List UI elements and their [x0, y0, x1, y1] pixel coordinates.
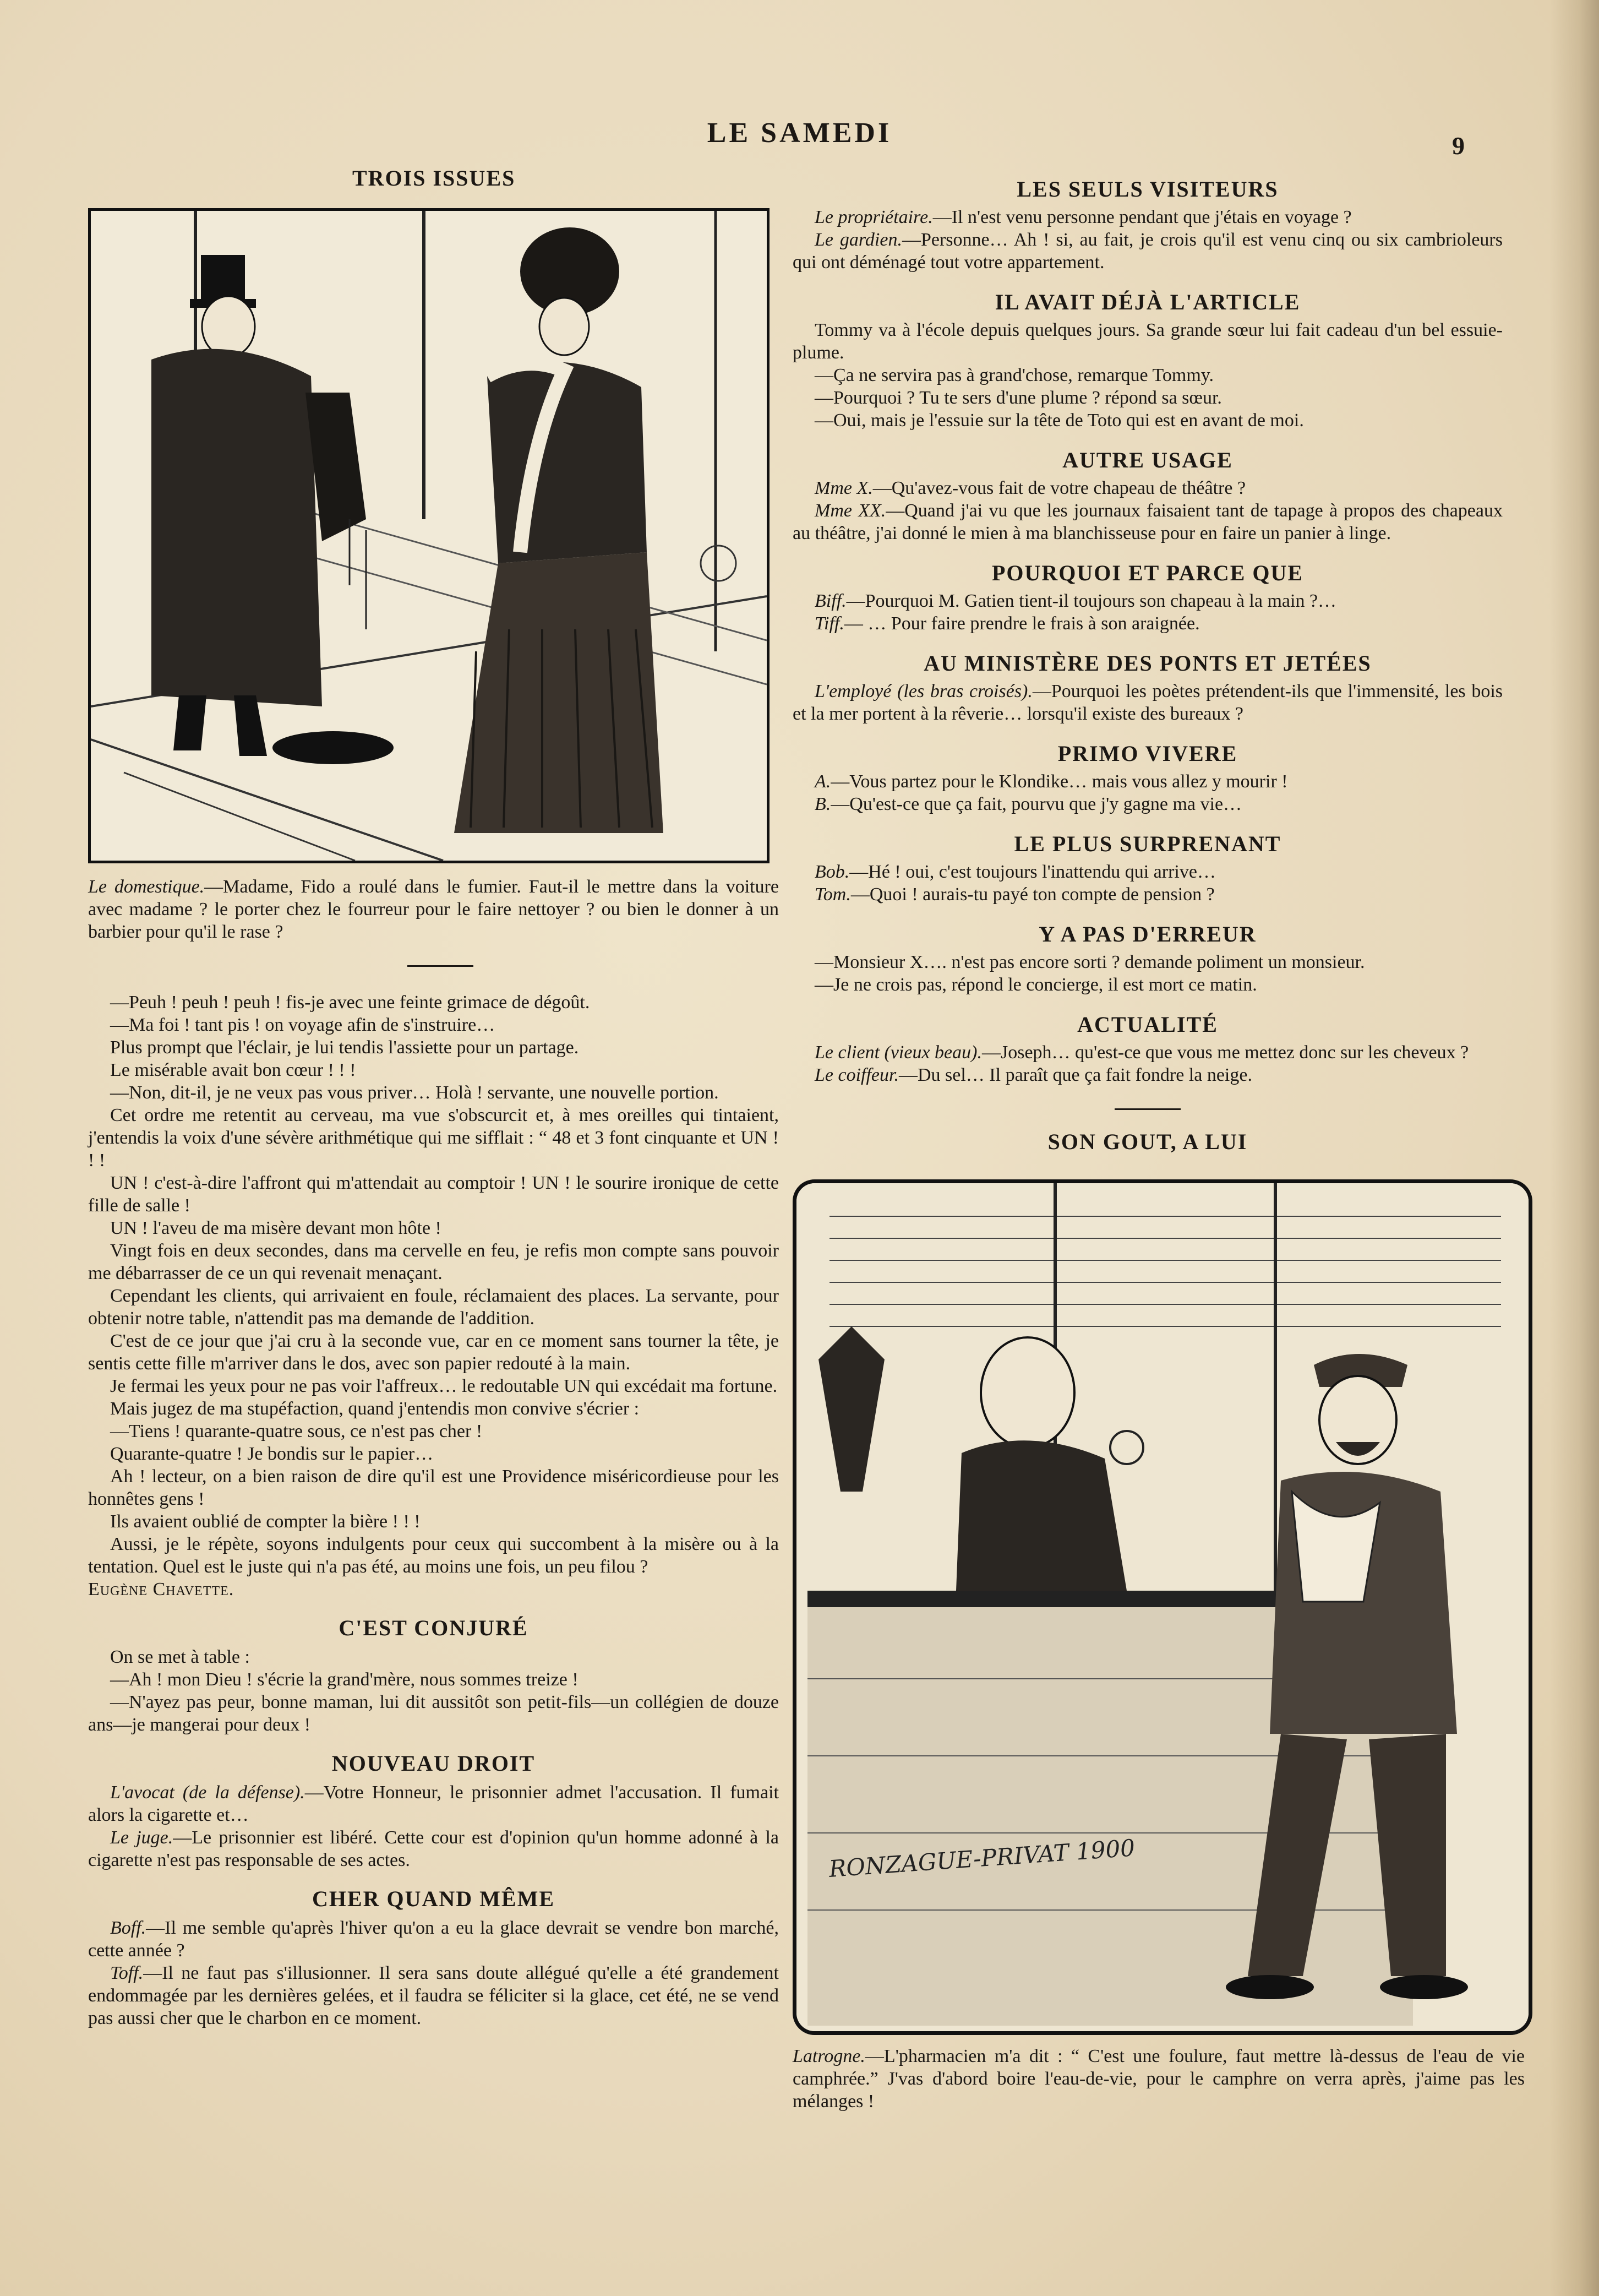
dialogue-line — [793, 1041, 1503, 1064]
speaker: Toff. — [110, 1963, 144, 1983]
story-paragraph: Je fermai les yeux pour ne pas voir l'affreux… le redoutable UN qui excédait ma fortune. — [110, 1376, 778, 1396]
speaker: Tiff. — [815, 613, 844, 634]
illustration-caption — [793, 2045, 1525, 2113]
story-paragraph: —Peuh ! peuh ! peuh ! fis-je avec une feinte grimace de dégoût. — [110, 992, 590, 1013]
speaker: A. — [815, 771, 831, 792]
dialogue-line — [793, 590, 1503, 612]
text-line: Tommy va à l'école depuis quelques jours. Sa grande sœur lui fait cadeau d'un bel essuie-plume. — [793, 320, 1503, 363]
text-line: On se met à table : — [110, 1647, 250, 1667]
section-title: CHER QUAND MÊME — [312, 1886, 555, 1911]
section-title: LE PLUS SURPRENANT — [1014, 831, 1281, 856]
story-paragraph: —Non, dit-il, je ne veux pas vous priver… Holà ! servante, une nouvelle portion. — [110, 1082, 719, 1103]
speaker: Mme XX. — [815, 500, 886, 521]
section-title: TROIS ISSUES — [352, 166, 516, 191]
dialogue-line — [88, 1781, 779, 1826]
text-line: —Monsieur X…. n'est pas encore sorti ? demande poliment un monsieur. — [815, 952, 1365, 972]
dialogue-line — [793, 228, 1503, 274]
speaker: Mme X. — [815, 478, 873, 498]
line-text: —Il me semble qu'après l'hiver qu'on a eu la glace devrait se vendre bon marché, cette année ? — [88, 1918, 779, 1961]
line-text: —Pourquoi les poètes prétendent-ils que l'immensité, les bois et la mer portent à la rêverie… lorsqu'il existe des bureaux ? — [793, 681, 1503, 724]
section-pas-derreur — [793, 921, 1503, 996]
line-text: —Le prisonnier est libéré. Cette cour est d'opinion qu'un homme adonné à la cigarette n'est pas responsable de ses actes. — [88, 1827, 779, 1870]
dialogue-line — [793, 793, 1503, 815]
story-paragraph: Ah ! lecteur, on a bien raison de dire qu'il est une Providence miséricordieuse pour les honnêtes gens ! — [88, 1466, 779, 1509]
story-paragraph: Vingt fois en deux secondes, dans ma cervelle en feu, je refis mon compte sans pouvoir me débarrasser de ce un qui revenait menaçant. — [88, 1241, 779, 1283]
line-text: — … Pour faire prendre le frais à son araignée. — [844, 613, 1200, 634]
section-avait-deja-larticle — [793, 289, 1503, 432]
line-text: —Personne… Ah ! si, au fait, je crois qu'il est venu cinq ou six cambrioleurs qui ont déménagé tout votre appartement. — [793, 230, 1503, 273]
dialogue-line — [88, 1962, 779, 2030]
section-cest-conjure — [88, 1615, 779, 1736]
section-nouveau-droit — [88, 1750, 779, 1871]
section-title: PRIMO VIVERE — [1057, 741, 1238, 766]
story-paragraph: Le misérable avait bon cœur ! ! ! — [110, 1060, 356, 1080]
text-line: —N'ayez pas peur, bonne maman, lui dit aussitôt son petit-fils—un collégien de douze ans—je mangerai pour deux ! — [88, 1692, 779, 1735]
speaker: Le coiffeur. — [815, 1065, 899, 1085]
speaker: Le client (vieux beau). — [815, 1042, 982, 1063]
section-son-gout — [793, 1129, 1525, 2113]
section-title: SON GOUT, A LUI — [1047, 1129, 1248, 1154]
separator-rule — [407, 965, 473, 967]
caption-speaker: Latrogne. — [793, 2046, 865, 2066]
cartoon-drawing — [796, 1183, 1529, 2031]
dialogue-line — [793, 680, 1503, 725]
section-primo-vivere — [793, 741, 1503, 815]
section-actualite — [793, 1011, 1503, 1086]
text-line: —Ah ! mon Dieu ! s'écrie la grand'mère, nous sommes treize ! — [110, 1669, 579, 1690]
text-line: —Ça ne servira pas à grand'chose, remarque Tommy. — [815, 365, 1214, 385]
speaker: Le juge. — [110, 1827, 173, 1848]
section-cher-quand-meme — [88, 1886, 779, 2030]
illustration-caption — [88, 875, 779, 943]
line-text: —Joseph… qu'est-ce que vous me mettez donc sur les cheveux ? — [981, 1042, 1469, 1063]
line-text: —Quand j'ai vu que les journaux faisaient tant de tapage à propos des chapeaux au théâtre, j'ai donné le mien à ma blanchisseuse pour en faire un panier à linge. — [793, 500, 1503, 543]
text-line: —Je ne crois pas, répond le concierge, il est mort ce matin. — [815, 975, 1257, 995]
caption-text: —L'pharmacien m'a dit : “ C'est une foulure, faut mettre là-dessus de l'eau de vie camphrée.” J'vas d'abord boire l'eau-de-vie, pour le camphre on verra après, j'aime pas les mélanges ! — [793, 2046, 1525, 2112]
line-text: —Qu'est-ce que ça fait, pourvu que j'y gagne ma vie… — [831, 794, 1242, 814]
dialogue-line — [793, 206, 1503, 228]
story-paragraph: C'est de ce jour que j'ai cru à la seconde vue, car en ce moment sans tourner la tête, je sentis cette fille m'arriver dans le dos, avec son papier redouté à la main. — [88, 1331, 779, 1374]
line-text: —Hé ! oui, c'est toujours l'inattendu qui arrive… — [849, 862, 1216, 882]
story-paragraph: Cet ordre me retentit au cerveau, ma vue s'obscurcit et, à mes oreilles qui tintaient, j'entendis la voix d'une sévère arithmétique qui me sifflait : “ 48 et 3 font cinquante et UN ! ! ! — [88, 1105, 779, 1171]
text-line: —Oui, mais je l'essuie sur la tête de Toto qui est en avant de moi. — [815, 410, 1304, 431]
speaker: B. — [815, 794, 831, 814]
line-text: —Il ne faut pas s'illusionner. Il sera sans doute allégué qu'elle a été grandement endommagée par les dernières gelées, et il faudra se féliciter si la glace, cet été, ne se vend pas aussi cher que le charbon en ce moment. — [88, 1963, 779, 2028]
line-text: —Vous partez pour le Klondike… mais vous allez y mourir ! — [831, 771, 1288, 792]
section-title: C'EST CONJURÉ — [339, 1615, 528, 1640]
caption-speaker: Le domestique. — [88, 877, 205, 897]
speaker: Le gardien. — [815, 230, 902, 250]
line-text: —Pourquoi M. Gatien tient-il toujours son chapeau à la main ?… — [846, 591, 1337, 611]
line-text: —Qu'avez-vous fait de votre chapeau de théâtre ? — [872, 478, 1246, 498]
speaker: L'avocat (de la défense). — [110, 1782, 305, 1803]
dialogue-line — [793, 477, 1503, 499]
illustration-son-gout — [793, 1179, 1532, 2035]
story-paragraph: Aussi, je le répète, soyons indulgents pour ceux qui succombent à la misère ou à la tentation. Quel est le juste qui n'a pas été, au moins une fois, un peu filou ? — [88, 1534, 779, 1577]
speaker: Bob. — [815, 862, 850, 882]
caption-text: —Madame, Fido a roulé dans le fumier. Faut-il le mettre dans la voiture avec madame ? le porter chez le fourreur pour le faire nettoyer ? ou bien le donner à un barbier pour qu'il le rase ? — [88, 877, 779, 942]
line-text: —Quoi ! aurais-tu payé ton compte de pension ? — [850, 884, 1215, 905]
speaker: L'employé (les bras croisés). — [815, 681, 1033, 701]
section-title: AU MINISTÈRE DES PONTS ET JETÉES — [924, 651, 1372, 676]
section-title: Y A PAS D'ERREUR — [1039, 922, 1257, 946]
story-paragraph: UN ! l'aveu de ma misère devant mon hôte ! — [110, 1218, 441, 1238]
page-fold-shadow — [1549, 0, 1599, 2296]
story-paragraph: Mais jugez de ma stupéfaction, quand j'entendis mon convive s'écrier : — [110, 1399, 640, 1419]
line-text: —Du sel… Il paraît que ça fait fondre la neige. — [898, 1065, 1252, 1085]
line-text: —Il n'est venu personne pendant que j'étais en voyage ? — [932, 207, 1352, 227]
section-plus-surprenant — [793, 831, 1503, 906]
speaker: Le propriétaire. — [815, 207, 933, 227]
story-paragraph: Ils avaient oublié de compter la bière ! ! ! — [110, 1511, 421, 1532]
dialogue-line — [88, 1917, 779, 1962]
dialogue-line — [793, 770, 1503, 793]
separator-rule — [1115, 1108, 1181, 1110]
speaker: Boff. — [110, 1918, 146, 1938]
section-trois-issues — [88, 165, 779, 967]
story-paragraph: UN ! c'est-à-dire l'affront qui m'attendait au comptoir ! UN ! le sourire ironique de cette fille de salle ! — [88, 1173, 779, 1216]
story-paragraph: Cependant les clients, qui arrivaient en foule, réclamaient des places. La servante, pour obtenir notre table, n'attendit pas ma demande de l'addition. — [88, 1286, 779, 1329]
speaker: Biff. — [815, 591, 847, 611]
dialogue-line — [793, 612, 1503, 635]
section-title: IL AVAIT DÉJÀ L'ARTICLE — [995, 290, 1301, 314]
masthead-title: LE SAMEDI — [707, 117, 892, 149]
section-seuls-visiteurs — [793, 176, 1503, 274]
dialogue-line — [793, 883, 1503, 906]
dialogue-line — [793, 1064, 1503, 1086]
story-paragraph: Quarante-quatre ! Je bondis sur le papier… — [110, 1444, 434, 1464]
section-title: LES SEULS VISITEURS — [1017, 177, 1279, 202]
left-column — [88, 165, 779, 2030]
section-title: NOUVEAU DROIT — [331, 1751, 536, 1776]
section-ministere-ponts-jetees — [793, 650, 1503, 725]
section-title: ACTUALITÉ — [1077, 1012, 1218, 1037]
illustration-trois-issues — [88, 208, 770, 863]
dialogue-line — [793, 499, 1503, 545]
author-signature: Eugène Chavette. — [88, 1579, 234, 1599]
story-eugene-chavette — [88, 991, 779, 1601]
story-paragraph: Plus prompt que l'éclair, je lui tendis l'assiette pour un partage. — [110, 1037, 579, 1058]
section-pourquoi-et-parce-que — [793, 560, 1503, 635]
page-number: 9 — [1452, 132, 1465, 160]
section-title: POURQUOI ET PARCE QUE — [991, 561, 1304, 585]
story-paragraph: —Ma foi ! tant pis ! on voyage afin de s'instruire… — [110, 1015, 495, 1035]
dialogue-line — [88, 1826, 779, 1871]
text-line: —Pourquoi ? Tu te sers d'une plume ? répond sa sœur. — [815, 388, 1222, 408]
story-paragraph: —Tiens ! quarante-quatre sous, ce n'est pas cher ! — [110, 1421, 483, 1441]
section-title: AUTRE USAGE — [1062, 448, 1233, 472]
dialogue-line — [793, 861, 1503, 883]
artist-signature: RONZAGUE-PRIVAT 1900 — [828, 1834, 1136, 1882]
right-column — [793, 176, 1525, 2113]
section-autre-usage — [793, 447, 1503, 545]
speaker: Tom. — [815, 884, 851, 905]
line-text: —Votre Honneur, le prisonnier admet l'accusation. Il fumait alors la cigarette et… — [88, 1782, 779, 1825]
cartoon-drawing — [91, 211, 767, 861]
